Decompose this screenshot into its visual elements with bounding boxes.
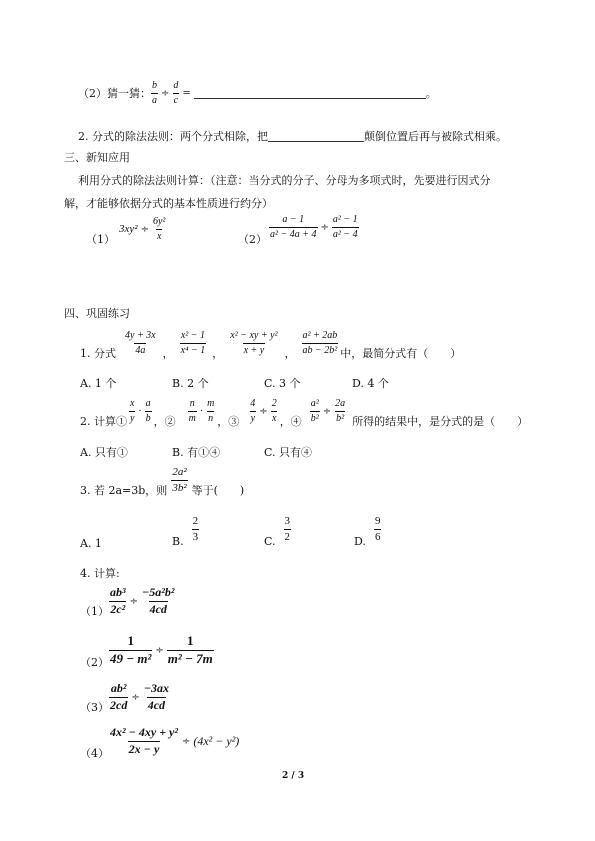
q2-option-c[interactable]: C. 只有④ bbox=[264, 446, 313, 459]
question-2: 2. 计算① $\frac{x}{y}$ · $\frac{a}{b}$ ，② $\frac{n}{m}$ · $\frac{m}{n}$ ，③ $\frac{4}{y}$ ÷ $\frac{2}{x}$ ，④ $\frac{\text{a²}}{\text{b²}}$ ÷ $\frac{2a}{\text{b²}}$ 所得的结果中，是分式的是（ ） bbox=[80, 398, 529, 428]
q4-item-1: （1） $\frac{\text{ab³}}{\text{2c²}}$ ÷ $\frac{\text{−5a²b²}}{4cd}$ bbox=[80, 585, 175, 619]
q1-option-d[interactable]: D. 4 个 bbox=[352, 377, 389, 390]
division-rule: 2. 分式的除法法则：两个分式相除，把 颠倒位置后再与被除式相乘。 bbox=[78, 130, 507, 143]
guess-fraction-2: $\frac{d}{c}$ bbox=[173, 80, 179, 106]
page-number: 2 / 3 bbox=[282, 771, 305, 781]
guess-line bbox=[78, 80, 437, 106]
divide-sign: ÷ bbox=[161, 87, 170, 99]
question-4: 4. 计算: bbox=[80, 567, 120, 580]
q2-option-b[interactable]: B. 有①④ bbox=[172, 446, 221, 459]
q4-item-2: （2） $\frac{1}{\text{49 − m²}}$ ÷ $\frac{1}{\text{m² − 7m}}$ bbox=[80, 633, 213, 670]
section3-intro-line2: 解，才能够依据分式的基本性质进行约分） bbox=[64, 197, 273, 210]
q3-option-b[interactable]: B. $\frac{2}{3}$ bbox=[172, 515, 199, 548]
guess-answer-blank[interactable] bbox=[194, 88, 426, 99]
example-1: （1） 3xy² ÷ $\frac{\text{6y²}}{x}$ bbox=[86, 216, 166, 246]
q4-item-4: （4） $\frac{\text{4x² − 4xy + y²}}{2x - y}$ ÷ (4x² − y²) bbox=[80, 725, 240, 761]
q3-option-a[interactable]: A. 1 bbox=[80, 537, 102, 550]
section4-heading: 四、巩固练习 bbox=[64, 307, 130, 320]
q4-item-3: （3） $\frac{\text{ab²}}{2cd}$ ÷ $\frac{-3ax}{4cd}$ bbox=[80, 681, 169, 715]
question-1: 1. 分式 $\frac{4y + 3x}{4a}$ ， $\frac{\text{x² − 1}}{\text{x⁴ − 1}}$ ， $\frac{\text{x² − xy + y²}}{x + y}$ ， $\frac{\text{a² + 2ab}}{\text{ab − 2b²}}$ 中，最简分式有（ ） bbox=[80, 330, 462, 360]
section3-intro-line1: 利用分式的除法法则计算：（注意：当分式的分子、分母为多项式时，先要进行因式分 bbox=[78, 174, 491, 187]
q2-option-a[interactable]: A. 只有① bbox=[80, 446, 128, 459]
example-2: （2） $\frac{a - 1}{\text{a² − 4a + 4}}$ ÷ $\frac{\text{a² − 1}}{\text{a² − 4}}$ bbox=[238, 214, 358, 246]
q1-option-a[interactable]: A. 1 个 bbox=[80, 377, 117, 390]
equals-sign: = bbox=[182, 87, 191, 99]
guess-fraction-1: $\frac{b}{a}$ bbox=[152, 80, 157, 106]
section3-heading: 三、新知应用 bbox=[64, 151, 130, 164]
guess-end: 。 bbox=[425, 87, 437, 100]
q1-option-b[interactable]: B. 2 个 bbox=[172, 377, 209, 390]
q1-option-c[interactable]: C. 3 个 bbox=[264, 377, 301, 390]
q3-option-c[interactable]: C. $\frac{3}{2}$ bbox=[264, 515, 291, 548]
guess-label: （2）猜一猜： bbox=[78, 87, 151, 100]
q3-option-d[interactable]: D. $\frac{9}{6}$ bbox=[354, 515, 381, 548]
question-3: 3. 若 2a=3b，则 $\frac{\text{2a²}}{\text{3b²}}$ 等于( ) bbox=[80, 466, 245, 498]
rule-blank[interactable] bbox=[268, 131, 364, 142]
